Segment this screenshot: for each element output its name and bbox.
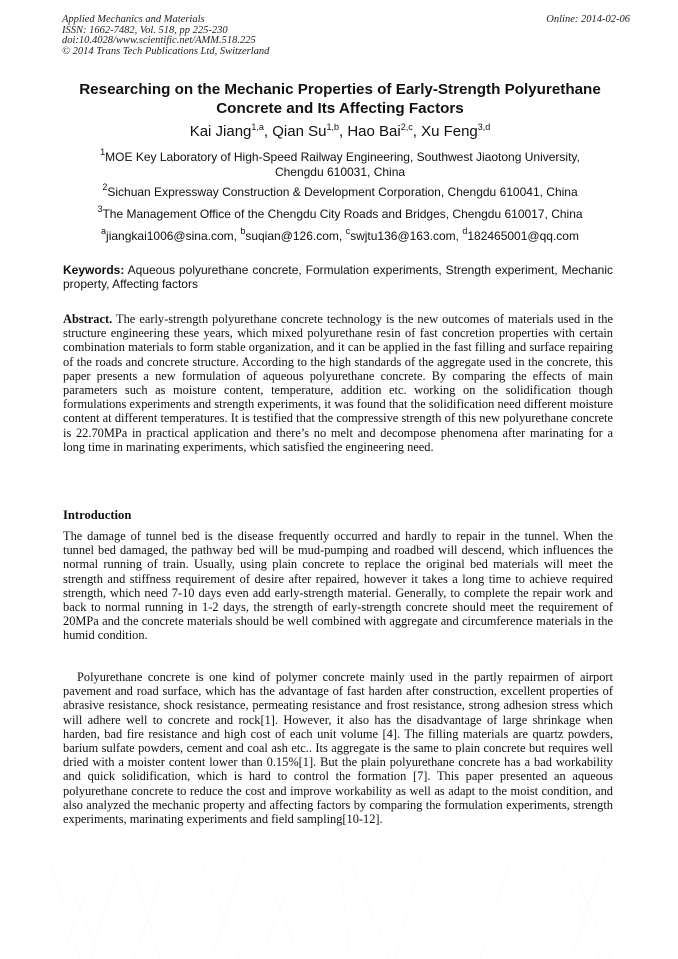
title-line-1: Researching on the Mechanic Properties of Early-Strength Polyurethane — [79, 81, 601, 98]
doi-link[interactable]: doi:10.4028/www.scientific.net/AMM.518.225 — [62, 35, 256, 46]
online-date: Online: 2014-02-06 — [546, 14, 630, 25]
affiliation-2: $^2$Sichuan Expressway Construction & Development Corporation, Chengdu 610041, China — [102, 182, 578, 199]
email[interactable]: $^c$swjtu136@163.com — [345, 226, 456, 243]
paper-title — [60, 80, 620, 118]
author-list — [60, 122, 620, 142]
abstract-text: The early-strength polyurethane concrete technology is the new outcomes of materials used in the structure engineering these years, which mixed polyurethane resin of fast concretion properties with certain combination materials to form stable organization, and it can be applied in the fast filling and surface repairing of the roads and concrete structure. According to the high standards of the aggregate used in the concrete, this paper presents a new formulation of aqueous polyurethane concrete. By comparing the effects of main parameters such as moisture content, temperature, addition etc. working on the solidification though formulations experiments and strength experiments, it was found that the solidification need different moisture content at different temperatures. It is testified that the compressive strength of this new polyurethane concrete is 22.70MPa in practical application and there’s no melt and decompose phenomena after marinating for a long time in marinating experiments, which satisfied the engineering need. — [63, 312, 613, 454]
email[interactable]: $^a$jiangkai1006@sina.com — [101, 226, 234, 243]
email[interactable]: $^b$suqian@126.com — [240, 226, 339, 243]
title-line-2: Concrete and Its Affecting Factors — [216, 100, 464, 117]
intro-paragraph-1: The damage of tunnel bed is the disease frequently occurred and hardly to repair in the tunnel. When the tunnel bed damaged, the pathway bed will be mud-pumping and roadbed will descend, which influences the normal running of train. Usually, using plain concrete to replace the original bed materials will meet the strength and stiffness requirement of desire after repaired, however it takes a long time to achieve required strength, which need 7-10 days even add early-strength material. Generally, to complete the repair work and back to normal running in 1-2 days, the strength of early-strength concrete should meet the requirement of 20MPa and the concrete materials should be well combined with aggregate and circumference materials in the humid condition. — [63, 529, 613, 643]
journal-name: Applied Mechanics and Materials — [62, 14, 205, 25]
abstract — [63, 312, 613, 454]
author: Xu Feng$^{3,d}$ — [421, 122, 491, 140]
intro-paragraph-2: Polyurethane concrete is one kind of polymer concrete mainly used in the partly repairmen of airport pavement and road surface, which has the advantage of fast harden after construction, excellent properties of abrasive resistance, shock resistance, permeating resistance and frost resistance, strong adhesion stress which will adhere well to concrete and rock[1]. However, it also has the disadvantage of large shrinkage when harden, bad fire resistance and high cost of each unit volume [4]. The filling materials are quartz powders, barium sulfate powders, cement and coal ash etc.. Its aggregate is the same to plain concrete but requires well dried with a moister content lower than 0.15%[1]. But the plain polyurethane concrete has a bad workability and quick solidification, which is hard to control the formation [7]. This paper presented an aqueous polyurethane concrete to reduce the cost and improve workability as well as adapt to the moist condition, and also analyzed the mechanic property and affecting factors by comparing the formulation experiments, strength experiments, marinating experiments and field sampling[10-12]. — [63, 670, 613, 827]
issn-info: ISSN: 1662-7482, Vol. 518, pp 225-230 — [62, 24, 228, 36]
abstract-label: Abstract. — [63, 312, 113, 326]
email-list: $^a$jiangkai1006@sina.com, $^b$suqian@126.com, $^c$swjtu136@163.com, $^d$182465001@qq.com — [101, 226, 579, 243]
keywords-label: Keywords: — [63, 263, 125, 277]
keywords-text: Aqueous polyurethane concrete, Formulation experiments, Strength experiment, Mechanic property, Affecting factors — [63, 263, 613, 291]
section-heading-introduction: Introduction — [63, 508, 132, 522]
author: Kai Jiang$^{1,a}$, — [189, 122, 273, 140]
author: Hao Bai$^{2,c}$, — [347, 122, 422, 140]
keywords — [63, 263, 613, 291]
email[interactable]: $^d$182465001@qq.com — [462, 226, 579, 243]
author: Qian Su$^{1,b}$, — [272, 122, 348, 140]
affiliation-3: $^3$The Management Office of the Chengdu City Roads and Bridges, Chengdu 610017, China — [97, 204, 583, 221]
copyright-notice: © 2014 Trans Tech Publications Ltd, Switzerland — [62, 45, 270, 57]
journal-header — [62, 15, 269, 57]
affiliation-1: $^1$MOE Key Laboratory of High-Speed Railway Engineering, Southwest Jiaotong University, Chengdu 610031, China — [100, 147, 580, 179]
